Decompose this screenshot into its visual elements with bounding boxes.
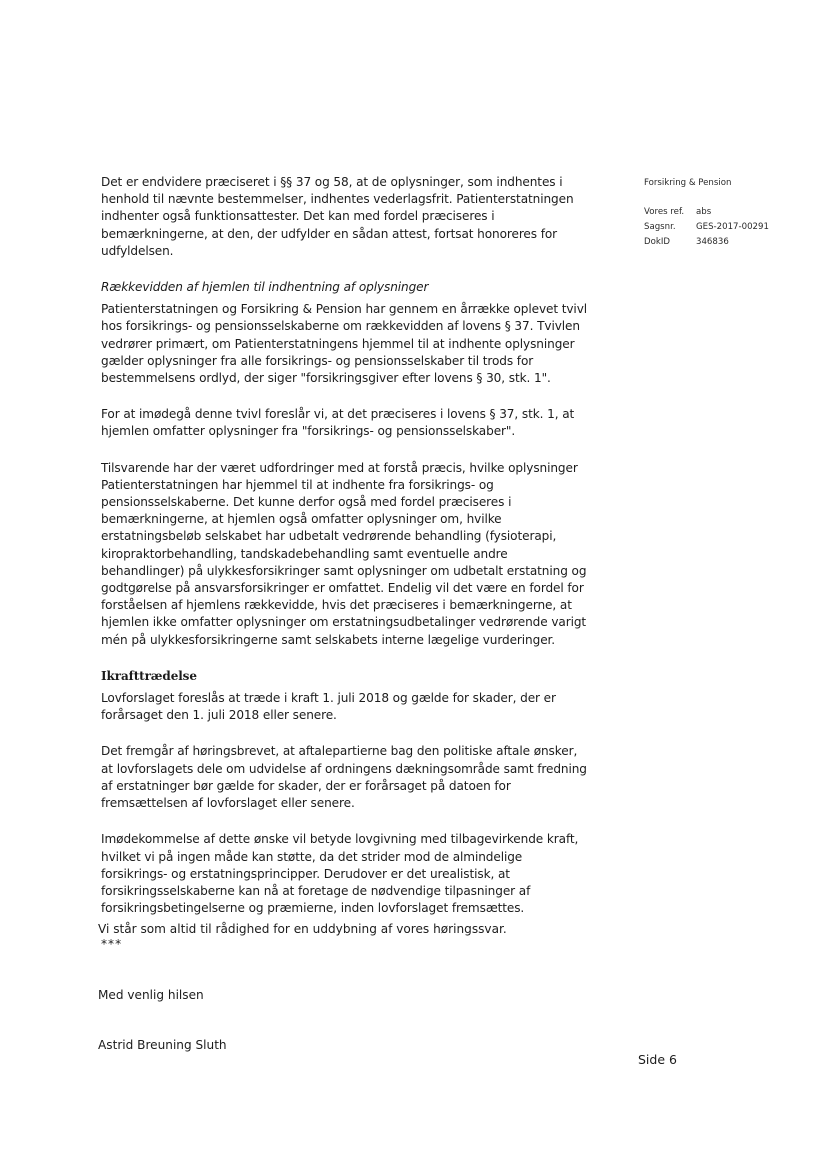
paragraph-challenges: Tilsvarende har der været udfordringer med at forstå præcis, hvilke oplysninger Patienterstatningen har hjemmel til at indhente fra forsikrings- og pensionsselskaberne. Det kunne derfor også med fordel præciseres i bemærkningerne, at hjemlen også omfatter oplysninger om, hvilke erstatningsbeløb selskabet har udbetalt vedrørende behandling (fysioterapi, kiropraktorbehandling, tandskadebehandling samt eventuelle andre behandlinger) på ulykkesforsikringer samt oplysninger om udbetalt erstatning og godtgørelse på ansvarsforsikringer er omfattet. Endelig vil det være en fordel for forståelsen af hjemlens rækkevidde, hvis det præciseres i bemærkningerne, at hjemlen ikke omfatter oplysninger om erstatningsudbetalinger vedrørende varigt mén på ulykkesforsikringerne samt selskabets interne lægelige vurderinger. — [101, 460, 587, 647]
paragraph-proposal: For at imødegå denne tvivl foreslår vi, at det præciseres i lovens § 37, stk. 1, at hjemlen omfatter oplysninger fra "forsikrings- og pensionsselskaber". — [101, 407, 575, 439]
meta-row-reference — [644, 205, 794, 220]
meta-key: Vores ref. — [644, 207, 685, 217]
sidebar-metadata — [644, 176, 794, 250]
meta-key: DokID — [644, 237, 671, 247]
page-number: Side 6 — [638, 1052, 677, 1067]
meta-row-doc-id — [644, 235, 794, 250]
meta-key: Sagsnr. — [644, 222, 676, 232]
separator: *** — [101, 937, 123, 952]
closing-availability: Vi står som altid til rådighed for en uddybning af vores høringssvar. — [98, 922, 507, 936]
paragraph-doubt: Patienterstatningen og Forsikring & Pension har gennem en årrække oplevet tvivl hos forsikrings- og pensionsselskaberne om rækkevidden af lovens § 37. Tvivlen vedrører primært, om Patienterstatningens hjemmel til at indhente oplysninger gælder oplysninger fra alle forsikrings- og pensionsselskaber til trods for bestemmelsens ordlyd, der siger "forsikringsgiver efter lovens § 30, stk. 1". — [101, 302, 588, 386]
section-heading-scope: Rækkevidden af hjemlen til indhentning af oplysninger — [101, 280, 429, 295]
paragraph-fees: Det er endvidere præciseret i §§ 37 og 58, at de oplysninger, som indhentes i henhold til nævnte bestemmelser, indhentes vederlagsfrit. Patienterstatningen indhenter også funktionsattester. Det kan med fordel præciseres i bemærkningerne, at den, der udfylder en sådan attest, fortsat honoreres for udfyldelsen. — [101, 175, 574, 258]
meta-value: abs — [696, 207, 712, 217]
closing-greeting: Med venlig hilsen — [98, 988, 204, 1002]
meta-value: GES-2017-00291 — [696, 222, 769, 232]
paragraph-effective-date: Lovforslaget foreslås at træde i kraft 1. juli 2018 og gælde for skader, der er forårsaget den 1. juli 2018 eller senere. — [101, 691, 556, 723]
organization-name: Forsikring & Pension — [644, 178, 732, 188]
meta-value: 346836 — [696, 237, 729, 247]
meta-row-case-number — [644, 220, 794, 235]
letter-body — [101, 174, 591, 954]
section-heading-entry-into-force: Ikrafttrædelse — [101, 668, 197, 683]
paragraph-hearing-letter: Det fremgår af høringsbrevet, at aftalepartierne bag den politiske aftale ønsker, at lovforslagets dele om udvidelse af ordningens dækningsområde samt fredning af erstatninger bør gælde for skader, der er forårsaget på datoen for fremsættelsen af lovforslaget eller senere. — [101, 744, 587, 811]
paragraph-retroactive: Imødekommelse af dette ønske vil betyde lovgivning med tilbagevirkende kraft, hvilket vi på ingen måde kan støtte, da det strider mod de almindelige forsikrings- og erstatningsprincipper. Derudover er det urealistisk, at forsikringsselskaberne kan nå at foretage de nødvendige tilpasninger af forsikringsbetingelserne og præmierne, inden lovforslaget fremsættes. — [101, 832, 579, 916]
signature-name: Astrid Breuning Sluth — [98, 1038, 227, 1052]
